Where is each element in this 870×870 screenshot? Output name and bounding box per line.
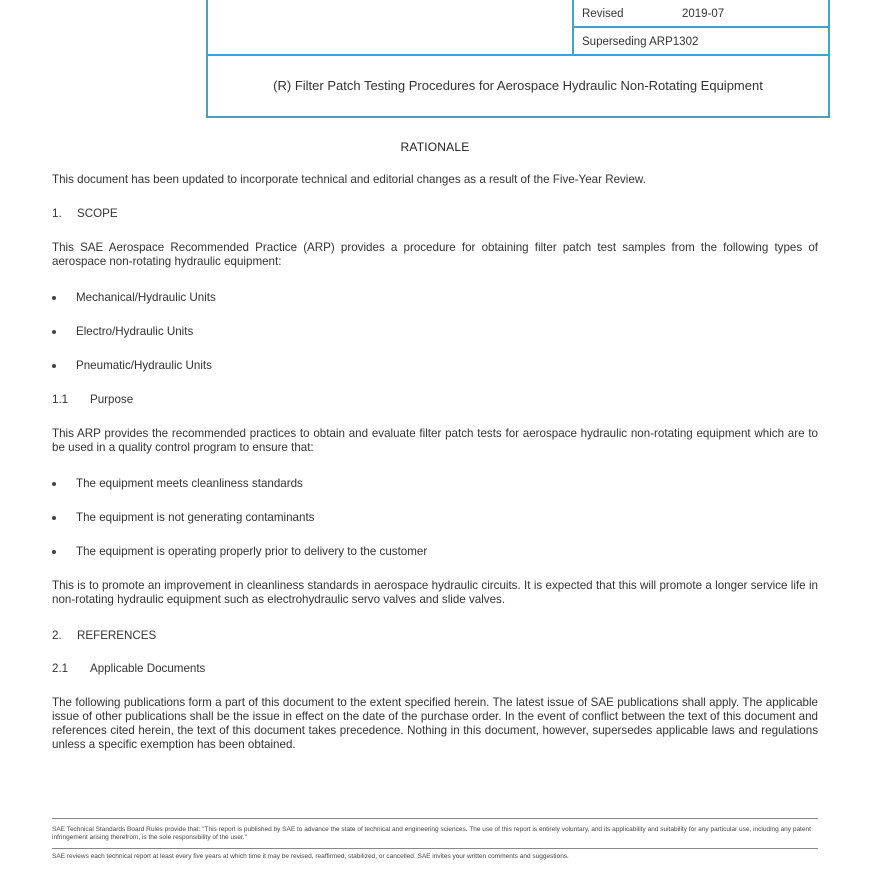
bullet-icon: [52, 296, 56, 300]
bullet-text: The equipment meets cleanliness standards: [76, 477, 303, 490]
section-title: REFERENCES: [77, 629, 157, 642]
footer-text-2: SAE reviews each technical report at least every five years at which time it may be revised, reaffirmed, stabilized, or cancelled. SAE invites your written comments and suggestions.: [52, 853, 569, 860]
footer-rule: [52, 848, 818, 849]
footer-text-1: SAE Technical Standards Board Rules provide that: "This report is published by SAE to advance the state of technical and engineering sciences. The use of this report is entirely voluntary, and its applicability and suitability for any particular use, including any patent infringement arising therefrom, is the sole responsibility of the user.": [52, 826, 811, 841]
section-1-1-heading: [52, 393, 133, 406]
header-divider: [208, 54, 828, 56]
section-number: 1.1: [52, 393, 69, 406]
bullet-icon: [52, 482, 56, 486]
scope-text: This SAE Aerospace Recommended Practice (ARP) provides a procedure for obtaining filter patch test samples from the following types of aerospace non-rotating hydraulic equipment:: [52, 241, 818, 268]
bullet-text: Mechanical/Hydraulic Units: [76, 291, 216, 304]
bullet-icon: [52, 550, 56, 554]
revised-value: 2019-07: [682, 8, 725, 20]
superseding-row: [574, 28, 828, 56]
rationale-text: This document has been updated to incorporate technical and editorial changes as a result of the Five-Year Review.: [52, 173, 646, 186]
bullet-icon: [52, 330, 56, 334]
revised-label: Revised: [582, 8, 624, 20]
section-title: SCOPE: [77, 207, 118, 220]
section-2-1-heading: [52, 662, 205, 675]
references-text: The following publications form a part of this document to the extent specified herein. The latest issue of SAE publications shall apply. The applicable issue of other publications shall be the issue in effect on the date of the purchase order. In the event of conflict between the text of this document and references cited herein, the text of this document takes precedence. Nothing in this document, however, supersedes applicable laws and regulations unless a specific exemption has been obtained.: [52, 696, 818, 751]
section-1-heading: [52, 207, 118, 220]
section-2-heading: [52, 629, 156, 642]
section-number: 2.1: [52, 662, 69, 675]
bullet-text: The equipment is not generating contaminants: [76, 511, 315, 524]
bullet-text: Electro/Hydraulic Units: [76, 325, 194, 338]
purpose-text: This ARP provides the recommended practices to obtain and evaluate filter patch tests for aerospace hydraulic non-rotating equipment which are to be used in a quality control program to ensure that:: [52, 427, 818, 454]
section-number: 1.: [52, 207, 62, 220]
bullet-text: Pneumatic/Hydraulic Units: [76, 359, 212, 372]
header-top-left-cell: [208, 0, 574, 54]
document-title: (R) Filter Patch Testing Procedures for Aerospace Hydraulic Non-Rotating Equipment: [273, 78, 763, 93]
bullet-text: The equipment is operating properly prior to delivery to the customer: [76, 545, 428, 558]
section-title: Purpose: [90, 393, 134, 406]
section-title: Applicable Documents: [90, 662, 206, 675]
revised-row: [574, 0, 828, 28]
purpose-closing-text: This is to promote an improvement in cleanliness standards in aerospace hydraulic circuits. It is expected that this will promote a longer service life in non-rotating hydraulic equipment such as electrohydraulic servo valves and slide valves.: [52, 579, 818, 606]
bullet-icon: [52, 516, 56, 520]
rationale-heading: RATIONALE: [400, 140, 470, 154]
bullet-icon: [52, 364, 56, 368]
footer-rule: [52, 818, 818, 819]
superseding-text: Superseding ARP1302: [582, 36, 699, 48]
section-number: 2.: [52, 629, 62, 642]
document-header-box: [206, 0, 830, 118]
